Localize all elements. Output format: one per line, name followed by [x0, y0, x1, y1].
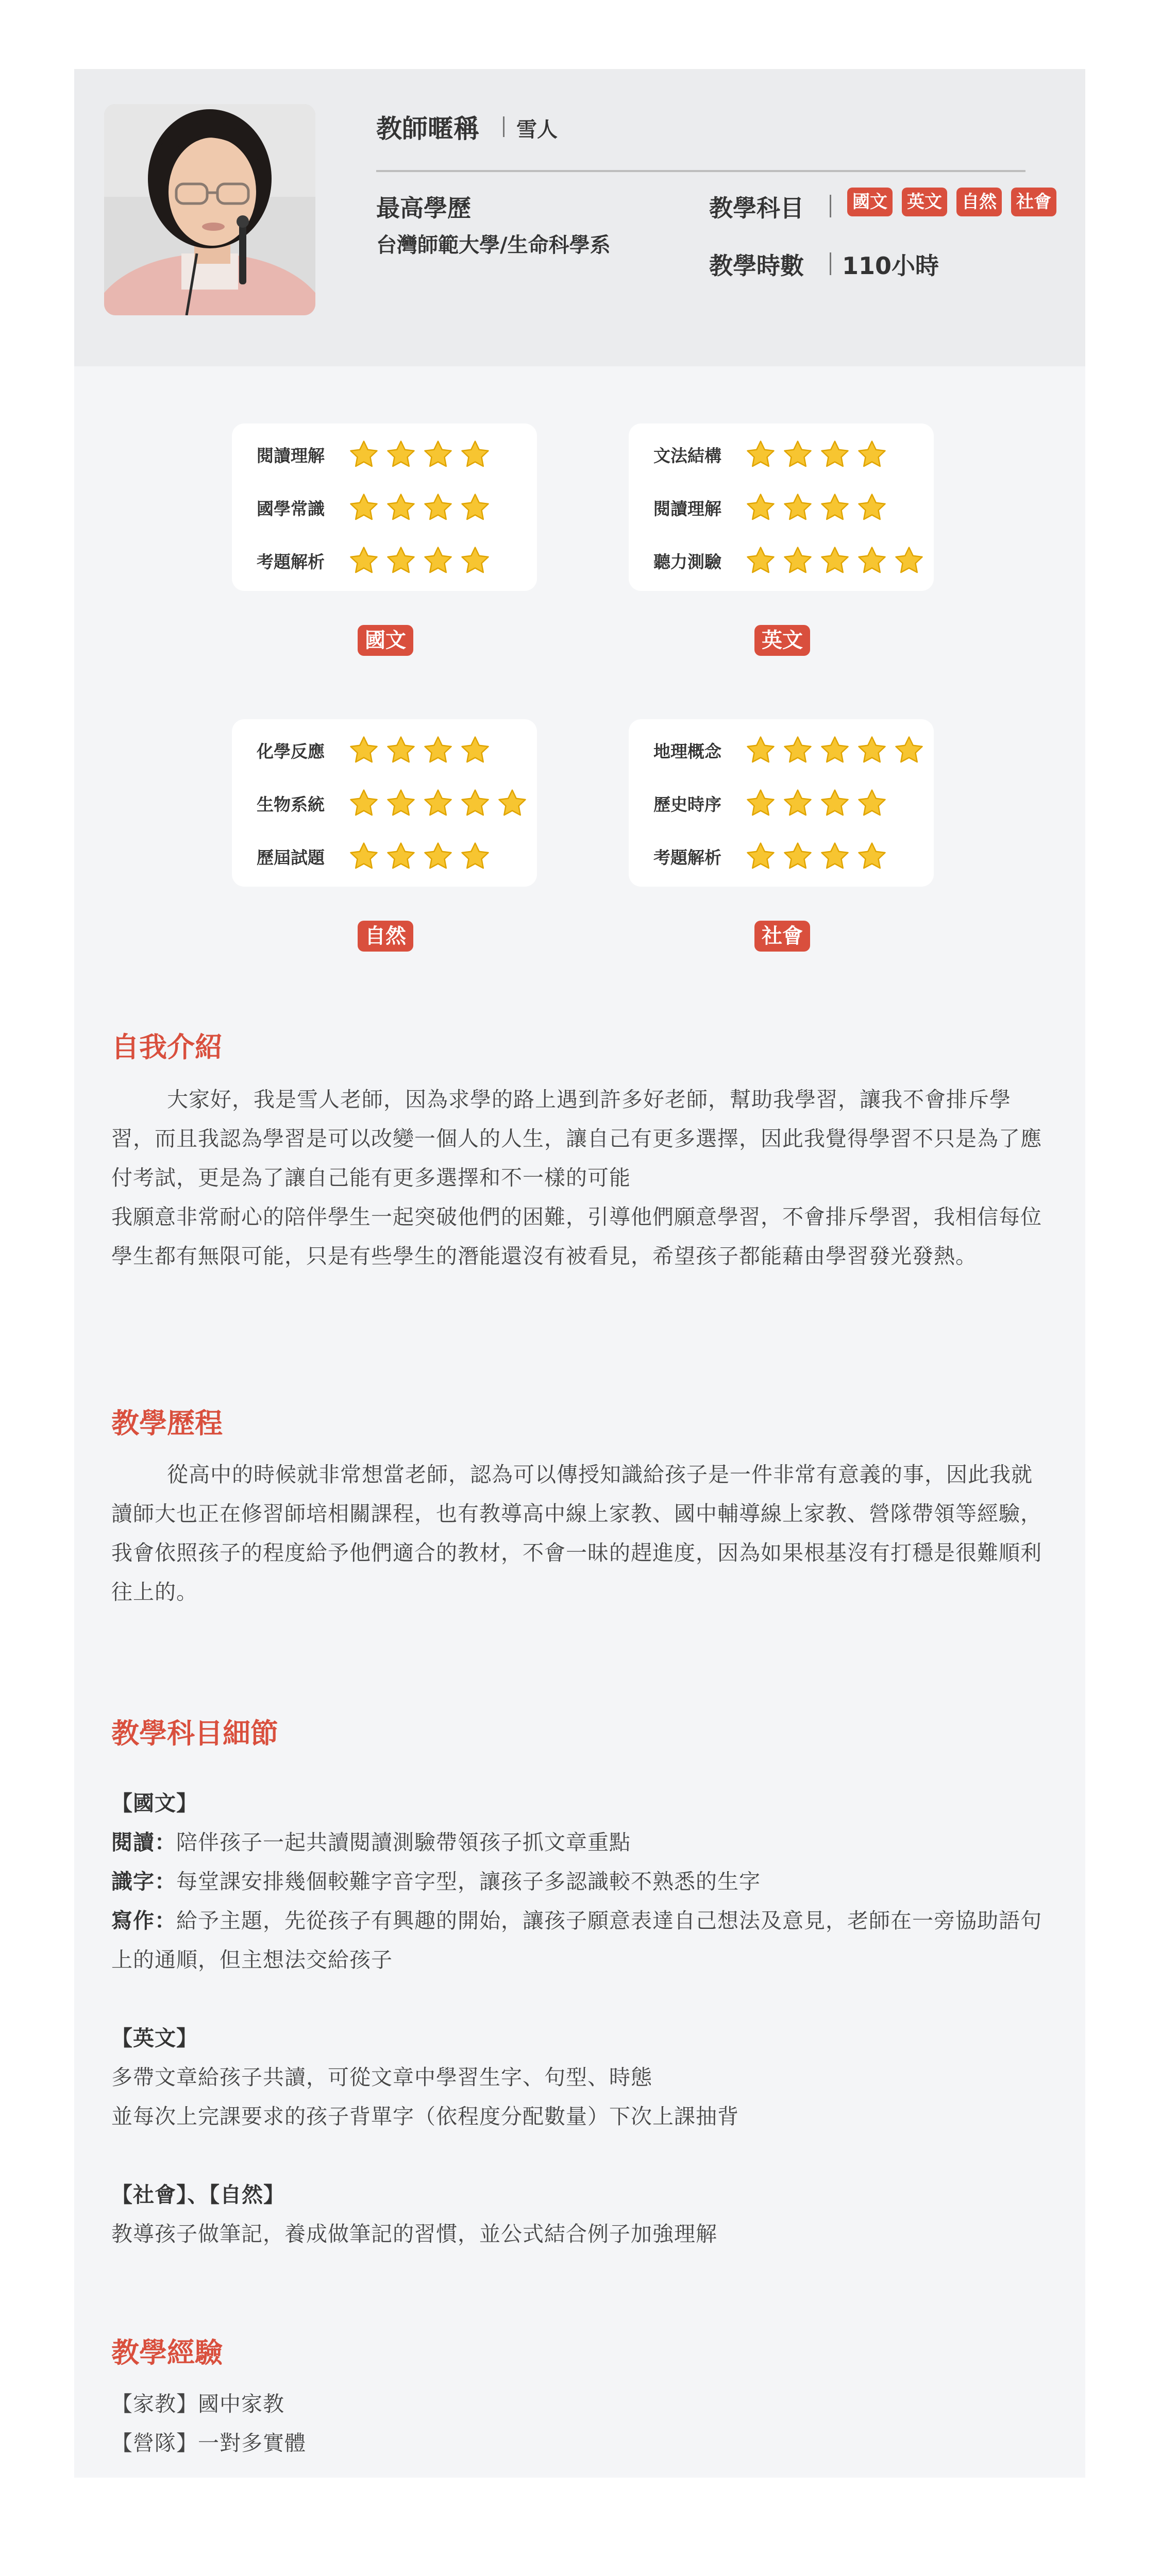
star-icon	[385, 788, 416, 819]
star-icon	[745, 735, 776, 766]
writing-label: 寫作：	[111, 1908, 176, 1933]
star-icon	[423, 545, 453, 576]
star-icon	[348, 841, 379, 872]
hours-divider	[830, 252, 831, 275]
rating-label: 歷屆試題	[257, 847, 325, 868]
reading-text: 陪伴孩子一起共讀閱讀測驗帶領孩子抓文章重點	[176, 1830, 631, 1855]
star-icon	[745, 841, 776, 872]
history-title: 教學歷程	[111, 1407, 223, 1439]
star-rating	[348, 439, 491, 470]
history-paragraph: 從高中的時候就非常想當老師，認為可以傳授知識給孩子是一件非常有意義的事，因此我就讀師大也正在修習師培相關課程，也有教導高中線上家教、國中輔導線上家教、營隊帶領等經驗，我會依照孩子的程度給予他們適合的教材，不會一昧的趕進度，因為如果根基沒有打穩是很難順利往上的。	[111, 1462, 1042, 1604]
teacher-profile-card	[74, 69, 1085, 2478]
star-rating	[348, 841, 491, 872]
star-icon	[819, 735, 850, 766]
star-icon	[819, 788, 850, 819]
hours-label: 教學時數	[709, 252, 804, 280]
chars-text: 每堂課安排幾個較難字音字型，讓孩子多認識較不熟悉的生字	[176, 1869, 761, 1894]
star-icon	[423, 439, 453, 470]
star-icon	[385, 545, 416, 576]
spacer	[111, 2136, 1052, 2175]
rating-card-english	[629, 423, 934, 591]
star-icon	[819, 492, 850, 523]
rating-label: 考題解析	[653, 847, 721, 868]
star-icon	[782, 492, 813, 523]
rating-row	[257, 545, 491, 576]
star-icon	[856, 735, 887, 766]
star-icon	[460, 492, 491, 523]
rating-row	[653, 735, 924, 766]
nickname-divider	[503, 116, 505, 137]
rating-row	[257, 788, 528, 819]
experience-line-1: 【家教】國中家教	[111, 2392, 284, 2416]
subject-tag-english: 英文	[902, 188, 947, 216]
details-chars-line	[111, 1862, 1052, 1901]
details-title: 教學科目細節	[111, 1717, 278, 1750]
rating-label: 歷史時序	[653, 794, 721, 815]
star-icon	[460, 439, 491, 470]
spacer	[111, 1979, 1052, 2019]
star-icon	[460, 788, 491, 819]
star-icon	[385, 735, 416, 766]
rating-row	[653, 788, 887, 819]
profile-header	[74, 69, 1085, 366]
subject-badge-chinese: 國文	[358, 625, 413, 656]
subjects-label: 教學科目	[709, 194, 804, 222]
star-rating	[348, 788, 528, 819]
star-rating	[348, 545, 491, 576]
star-icon	[423, 788, 453, 819]
star-icon	[894, 545, 924, 576]
rating-label: 生物系統	[257, 794, 325, 815]
rating-row	[653, 492, 887, 523]
subject-tag-social: 社會	[1011, 188, 1056, 216]
header-divider	[376, 170, 1025, 172]
rating-row	[653, 439, 887, 470]
subject-tags	[847, 188, 1056, 216]
rating-card-social	[629, 719, 934, 887]
star-icon	[819, 841, 850, 872]
subject-badge-science: 自然	[358, 921, 413, 952]
details-text	[111, 1784, 1052, 2253]
star-icon	[856, 788, 887, 819]
rating-row	[257, 841, 491, 872]
star-rating	[348, 735, 491, 766]
nickname-value: 雪人	[516, 118, 558, 142]
star-rating	[745, 788, 887, 819]
details-social-line-1: 教導孩子做筆記，養成做筆記的習慣，並公式結合例子加強理解	[111, 2222, 717, 2246]
reading-label: 閱讀：	[111, 1830, 176, 1855]
experience-line-2: 【營隊】一對多實體	[111, 2431, 306, 2455]
intro-title: 自我介紹	[111, 1031, 223, 1063]
details-chinese-heading: 【國文】	[111, 1791, 198, 1816]
rating-label: 考題解析	[257, 551, 325, 572]
details-english-line-1: 多帶文章給孩子共讀，可從文章中學習生字、句型、時態	[111, 2065, 652, 2090]
rating-row	[653, 545, 924, 576]
star-icon	[856, 439, 887, 470]
star-icon	[497, 788, 528, 819]
subjects-divider	[830, 195, 831, 217]
star-rating	[745, 439, 887, 470]
rating-label: 閱讀理解	[257, 445, 325, 466]
writing-text: 給予主題，先從孩子有興趣的開始，讓孩子願意表達自己想法及意見，老師在一旁協助語句上的通順，但主想法交給孩子	[111, 1908, 1042, 1972]
star-icon	[423, 492, 453, 523]
star-icon	[348, 439, 379, 470]
details-writing-line	[111, 1901, 1052, 1979]
star-icon	[856, 545, 887, 576]
star-icon	[745, 788, 776, 819]
star-icon	[423, 841, 453, 872]
star-icon	[782, 439, 813, 470]
experience-title: 教學經驗	[111, 2336, 223, 2369]
star-icon	[460, 735, 491, 766]
education-value: 台灣師範大學/生命科學系	[376, 233, 611, 257]
teacher-photo	[104, 104, 315, 315]
rating-card-chinese	[232, 423, 537, 591]
rating-card-science	[232, 719, 537, 887]
star-icon	[745, 545, 776, 576]
rating-row	[257, 439, 491, 470]
experience-text	[111, 2384, 1052, 2463]
star-icon	[819, 439, 850, 470]
star-icon	[460, 841, 491, 872]
subject-tag-chinese: 國文	[847, 188, 893, 216]
star-icon	[385, 439, 416, 470]
education-label: 最高學歷	[376, 194, 471, 222]
rating-label: 化學反應	[257, 741, 325, 761]
star-icon	[460, 545, 491, 576]
intro-paragraph-1: 大家好，我是雪人老師，因為求學的路上遇到許多好老師，幫助我學習，讓我不會排斥學習，而且我認為學習是可以改變一個人的人生，讓自己有更多選擇，因此我覺得學習不只是為了應付考試，更是為了讓自己能有更多選擇和不一樣的可能	[111, 1087, 1042, 1190]
details-reading-line	[111, 1823, 1052, 1862]
star-icon	[745, 492, 776, 523]
details-social-heading: 【社會】、【自然】	[111, 2182, 285, 2207]
subject-badge-english: 英文	[754, 625, 810, 656]
details-english-heading: 【英文】	[111, 2026, 198, 2050]
history-text	[111, 1455, 1052, 1612]
star-icon	[348, 492, 379, 523]
star-icon	[782, 841, 813, 872]
star-icon	[423, 735, 453, 766]
rating-label: 閱讀理解	[653, 498, 721, 519]
rating-row	[257, 492, 491, 523]
star-icon	[385, 492, 416, 523]
star-rating	[745, 841, 887, 872]
rating-label: 地理概念	[653, 741, 721, 761]
subject-badge-social: 社會	[754, 921, 810, 952]
star-icon	[856, 492, 887, 523]
star-rating	[745, 735, 924, 766]
star-icon	[348, 788, 379, 819]
intro-text	[111, 1080, 1052, 1276]
details-english-line-2: 並每次上完課要求的孩子背單字（依程度分配數量）下次上課抽背	[111, 2104, 739, 2129]
star-icon	[782, 788, 813, 819]
star-icon	[894, 735, 924, 766]
intro-paragraph-2: 我願意非常耐心的陪伴學生一起突破他們的困難，引導他們願意學習，不會排斥學習，我相信每位學生都有無限可能，只是有些學生的潛能還沒有被看見，希望孩子都能藉由學習發光發熱。	[111, 1205, 1042, 1268]
star-icon	[385, 841, 416, 872]
hours-value: 110小時	[842, 252, 939, 280]
rating-label: 文法結構	[653, 445, 721, 466]
rating-row	[653, 841, 887, 872]
chars-label: 識字：	[111, 1869, 176, 1894]
rating-label: 國學常識	[257, 498, 325, 519]
star-icon	[782, 545, 813, 576]
star-icon	[348, 735, 379, 766]
star-rating	[348, 492, 491, 523]
star-rating	[745, 492, 887, 523]
nickname-label: 教師暱稱	[376, 114, 479, 144]
subject-tag-science: 自然	[956, 188, 1002, 216]
star-icon	[745, 439, 776, 470]
rating-row	[257, 735, 491, 766]
rating-label: 聽力測驗	[653, 551, 721, 572]
star-icon	[819, 545, 850, 576]
star-icon	[856, 841, 887, 872]
star-icon	[348, 545, 379, 576]
star-rating	[745, 545, 924, 576]
star-icon	[782, 735, 813, 766]
